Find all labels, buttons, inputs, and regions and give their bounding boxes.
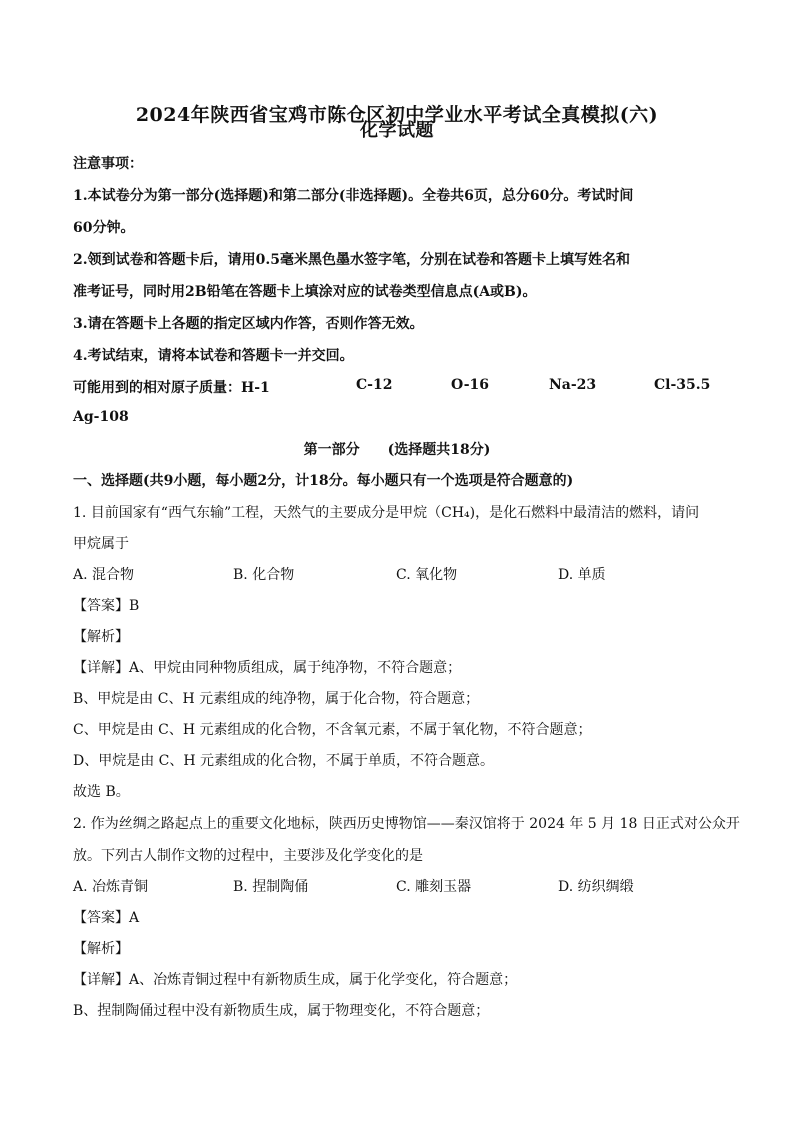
atomic-mass-row [73, 377, 723, 397]
notice-item-3: 3.请在答题卡上各题的指定区域内作答，否则作答无效。 [73, 316, 424, 332]
q1-options [73, 564, 723, 584]
q1-detail-4: D、甲烷是由 C、H 元素组成的化合物，不属于单质，不符合题意。 [73, 753, 495, 769]
notice-item-1-line-1: 1.本试卷分为第一部分(选择题)和第二部分(非选择题)。全卷共6页，总分60分。考试时间 [73, 188, 634, 204]
q2-stem-line-2: 放。下列古人制作文物的过程中，主要涉及化学变化的是 [73, 848, 423, 864]
section-heading: 一、选择题(共9小题，每小题2分，计18分。每小题只有一个选项是符合题意的) [73, 473, 574, 489]
q2-stem-line-1: 2. 作为丝绸之路起点上的重要文化地标，陕西历史博物馆——秦汉馆将于 2024 年 5 月 18 日正式对公众开 [73, 816, 740, 832]
q1-analysis-label: 【解析】 [73, 629, 129, 645]
q2-option-d: D. 纺织绸缎 [558, 879, 634, 895]
atomic-mass-ag: Ag-108 [73, 409, 129, 425]
part-1-heading: 第一部分 (选择题共18分) [303, 442, 491, 458]
notice-item-1-line-2: 60分钟。 [73, 220, 135, 236]
atomic-mass-label: 可能用到的相对原子质量：H-1 [73, 380, 270, 396]
q1-option-b: B. 化合物 [233, 567, 295, 583]
q2-analysis-label: 【解析】 [73, 941, 129, 957]
q2-option-a: A. 冶炼青铜 [73, 879, 149, 895]
q1-option-c: C. 氧化物 [396, 567, 458, 583]
q1-detail-1: 【详解】A、甲烷由同种物质组成，属于纯净物，不符合题意； [73, 660, 462, 676]
atomic-mass-cl: Cl-35.5 [654, 377, 711, 393]
q2-option-c: C. 雕刻玉器 [396, 879, 472, 895]
q1-option-a: A. 混合物 [73, 567, 135, 583]
atomic-mass-o: O-16 [451, 377, 490, 393]
q1-conclusion: 故选 B。 [73, 784, 130, 800]
q1-stem-line-1: 1. 目前国家有“西气东输”工程，天然气的主要成分是甲烷（CH₄)，是化石燃料中最清洁的燃料，请问 [73, 505, 700, 521]
notice-item-4: 4.考试结束，请将本试卷和答题卡一并交回。 [73, 348, 354, 364]
page-subtitle: 化学试题 [360, 120, 434, 141]
notice-item-2-line-1: 2.领到试卷和答题卡后，请用0.5毫米黑色墨水签字笔，分别在试卷和答题卡上填写姓名和 [73, 252, 630, 268]
q1-answer: 【答案】B [73, 598, 140, 614]
q2-option-b: B. 捏制陶俑 [233, 879, 309, 895]
q1-detail-2: B、甲烷是由 C、H 元素组成的纯净物，属于化合物，符合题意； [73, 691, 480, 707]
page-title: 2024年陕西省宝鸡市陈仓区初中学业水平考试全真模拟(六) [135, 104, 659, 126]
atomic-mass-na: Na-23 [549, 377, 597, 393]
q2-options [73, 876, 723, 896]
q2-detail-1: 【详解】A、冶炼青铜过程中有新物质生成，属于化学变化，符合题意； [73, 972, 518, 988]
q1-stem-line-2: 甲烷属于 [73, 536, 129, 552]
q1-option-d: D. 单质 [558, 567, 606, 583]
notice-heading: 注意事项： [73, 156, 143, 172]
atomic-mass-c: C-12 [356, 377, 393, 393]
q2-detail-2: B、捏制陶俑过程中没有新物质生成，属于物理变化，不符合题意； [73, 1003, 490, 1019]
q2-answer: 【答案】A [73, 910, 140, 926]
notice-item-2-line-2: 准考证号，同时用2B铅笔在答题卡上填涂对应的试卷类型信息点(A或B)。 [73, 284, 537, 300]
q1-detail-3: C、甲烷是由 C、H 元素组成的化合物，不含氧元素，不属于氧化物，不符合题意； [73, 722, 592, 738]
